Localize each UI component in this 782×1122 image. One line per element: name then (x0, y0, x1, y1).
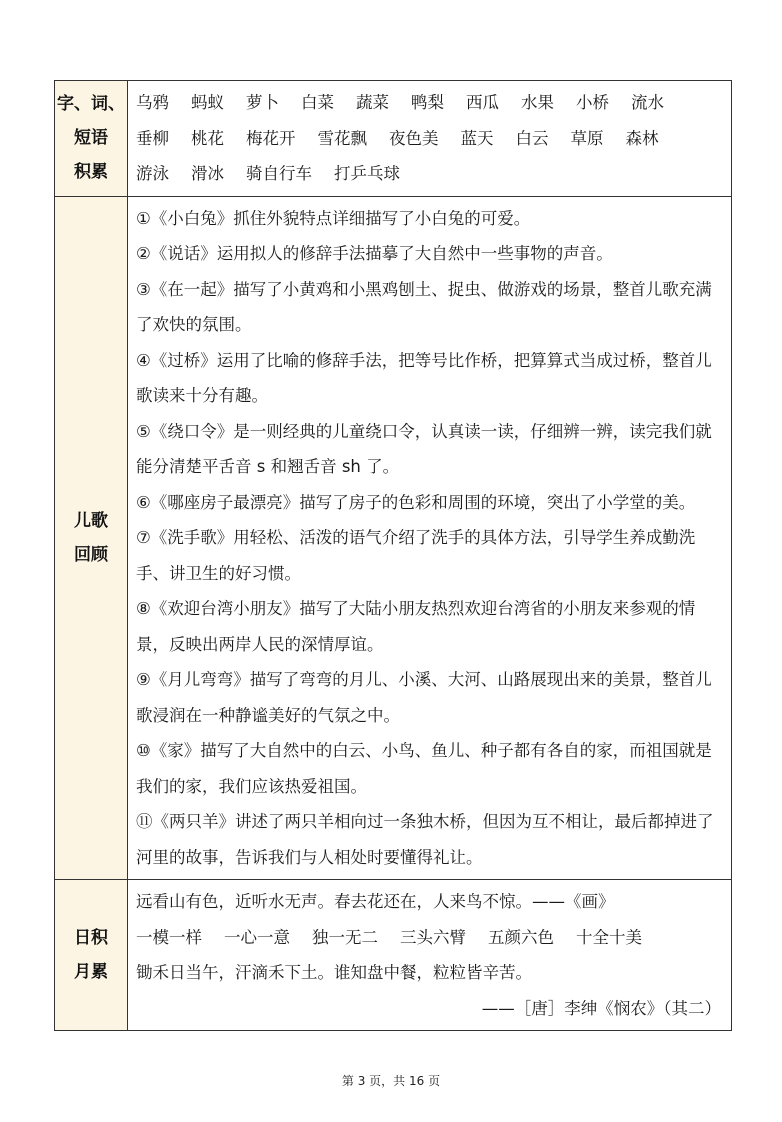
daily-content (128, 880, 732, 1031)
poem-line: 锄禾日当午，汗滴禾下土。谁知盘中餐，粒粒皆辛苦。 (136, 963, 532, 982)
label-line: 短语 (74, 128, 108, 149)
word-row (136, 121, 725, 157)
word: 西瓜 (466, 93, 499, 112)
label-line: 回顾 (74, 544, 108, 565)
word: 蚂蚁 (191, 93, 224, 112)
word: 蓝天 (460, 128, 494, 148)
word: 梅花开 (246, 128, 296, 148)
list-item: ①《小白兔》抓住外貌特点详细描写了小白兔的可爱。 (136, 208, 531, 228)
word: 滑冰 (191, 164, 224, 183)
word: 蔬菜 (356, 93, 389, 112)
page-number: 第 3 页，共 16 页 (341, 1074, 441, 1088)
list-item: ⑩《家》描写了大自然中的白云、小鸟、鱼儿、种子都有各自的家，而祖国就是我们的家，我们应该热爱祖国。 (136, 741, 712, 796)
idiom: 十全十美 (576, 927, 642, 947)
word: 小桥 (576, 93, 609, 112)
songs-content (128, 196, 732, 880)
idiom: 三头六臂 (400, 927, 466, 947)
table-row (55, 81, 732, 197)
label-line: 儿歌 (74, 510, 108, 531)
poem-line: 远看山有色，近听水无声。春去花还在，人来鸟不惊。——《画》 (136, 892, 615, 911)
word: 流水 (631, 93, 664, 112)
word: 夜色美 (389, 128, 439, 148)
idiom: 一模一样 (136, 927, 202, 947)
word: 打乒乓球 (334, 164, 400, 183)
label-line: 积累 (74, 162, 108, 183)
word: 鸭梨 (411, 93, 444, 112)
word: 萝卜 (246, 93, 279, 112)
word: 白菜 (301, 93, 334, 112)
word: 水果 (521, 93, 554, 112)
section-label-vocabulary (55, 81, 128, 197)
idiom: 独一无二 (312, 927, 378, 947)
label-line: 月累 (74, 962, 108, 982)
list-item: ⑧《欢迎台湾小朋友》描写了大陆小朋友热烈欢迎台湾省的小朋友来参观的情景，反映出两岸人民的深情厚谊。 (136, 599, 696, 654)
word: 森林 (625, 128, 659, 148)
list-item: ②《说话》运用拟人的修辞手法描摹了大自然中一些事物的声音。 (136, 244, 613, 263)
word-row (136, 156, 725, 192)
label-line: 日积 (74, 928, 108, 948)
idiom: 一心一意 (224, 927, 290, 947)
table-row (55, 196, 732, 880)
word: 雪花飘 (317, 128, 367, 148)
section-label-songs (55, 196, 128, 880)
list-item: ⑤《绕口令》是一则经典的儿童绕口令，认真读一读，仔细辨一辨，读完我们就能分清楚平舌音 s 和翘舌音 sh 了。 (136, 421, 712, 476)
label-line: 字、词、 (57, 94, 125, 115)
poem-attribution: ——［唐］李绅《悯农》（其二） (481, 998, 721, 1018)
word: 骑自行车 (246, 164, 312, 183)
table-row (55, 880, 732, 1031)
word: 白云 (515, 128, 549, 148)
word: 草原 (570, 128, 604, 148)
list-item: ④《过桥》运用了比喻的修辞手法，把等号比作桥，把算算式当成过桥，整首儿歌读来十分有趣。 (136, 350, 712, 405)
list-item: ③《在一起》描写了小黄鸡和小黑鸡刨土、捉虫、做游戏的场景，整首儿歌充满了欢快的氛围。 (136, 279, 712, 334)
word: 乌鸦 (136, 93, 169, 112)
word: 桃花 (191, 128, 224, 148)
idiom-row (136, 920, 725, 956)
word-row (136, 85, 725, 121)
list-item: ⑪《两只羊》讲述了两只羊相向过一条独木桥，但因为互不相让，最后都掉进了河里的故事，告诉我们与人相处时要懂得礼让。 (136, 812, 714, 867)
word: 游泳 (136, 164, 169, 183)
vocabulary-content (128, 81, 732, 197)
list-item: ⑨《月儿弯弯》描写了弯弯的月儿、小溪、大河、山路展现出来的美景，整首儿歌浸润在一种静谧美好的气氛之中。 (136, 670, 712, 725)
section-label-daily (55, 880, 128, 1031)
idiom: 五颜六色 (488, 927, 554, 947)
word: 垂柳 (136, 128, 169, 148)
summary-table (54, 80, 732, 1031)
list-item: ⑦《洗手歌》用轻松、活泼的语气介绍了洗手的具体方法，引导学生养成勤洗手、讲卫生的好习惯。 (136, 528, 696, 583)
list-item: ⑥《哪座房子最漂亮》描写了房子的色彩和周围的环境，突出了小学堂的美。 (136, 492, 696, 512)
